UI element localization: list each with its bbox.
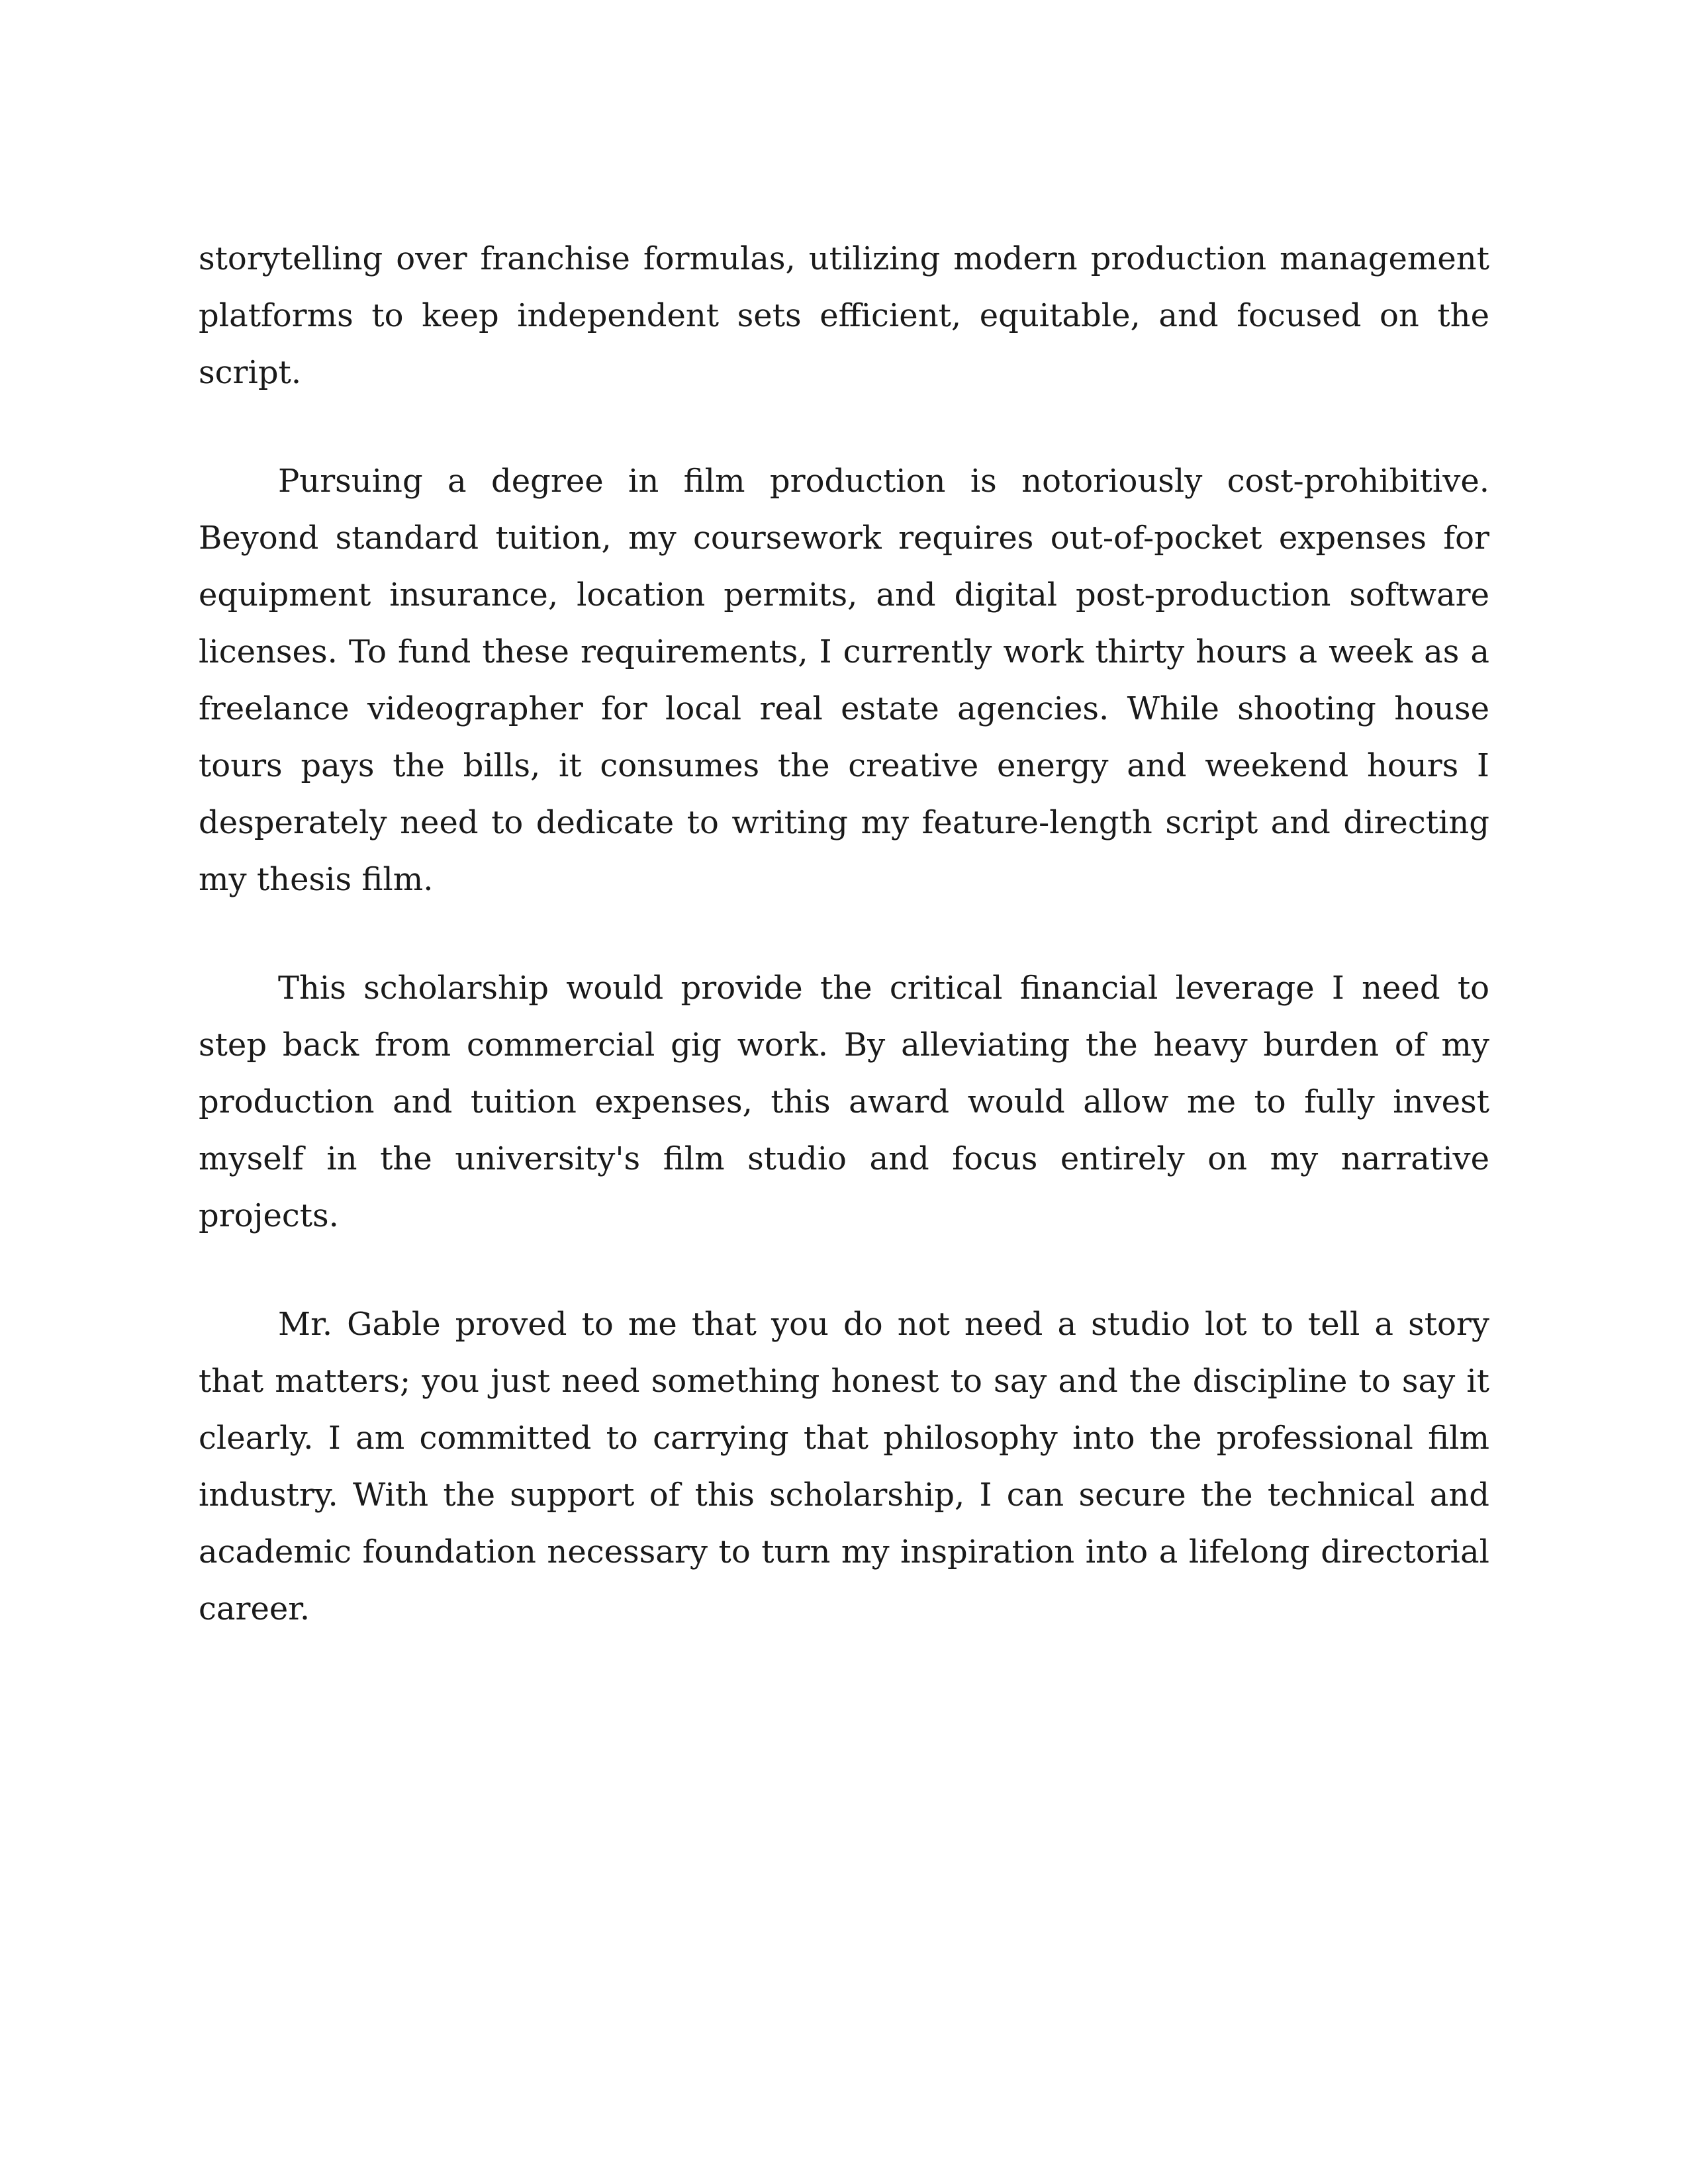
- essay-body: [199, 230, 1489, 1689]
- paragraph-costs: Pursuing a degree in film production is notoriously cost-prohibitive. Beyond standard tuition, my coursework requires out-of-pocket expenses for equipment insurance, location permits, and digital post-production software licenses. To fund these requirements, I currently work thirty hours a week as a freelance videographer for local real estate agencies. While shooting house tours pays the bills, it consumes the creative energy and weekend hours I desperately need to dedicate to writing my feature-length script and directing my thesis film.: [199, 463, 1489, 898]
- paragraph-scholarship-impact: This scholarship would provide the critical financial leverage I need to step back from commercial gig work. By alleviating the heavy burden of my production and tuition expenses, this award would allow me to fully invest myself in the university's film studio and focus entirely on my narrative projects.: [199, 970, 1489, 1234]
- paragraph-conclusion: Mr. Gable proved to me that you do not need a studio lot to tell a story that matters; you just need something honest to say and the discipline to say it clearly. I am committed to carrying that philosophy into the professional film industry. With the support of this scholarship, I can secure the technical and academic foundation necessary to turn my inspiration into a lifelong directorial career.: [199, 1306, 1489, 1627]
- paragraph-continuation: storytelling over franchise formulas, utilizing modern production management platforms to keep independent sets efficient, equitable, and focused on the script.: [199, 240, 1489, 391]
